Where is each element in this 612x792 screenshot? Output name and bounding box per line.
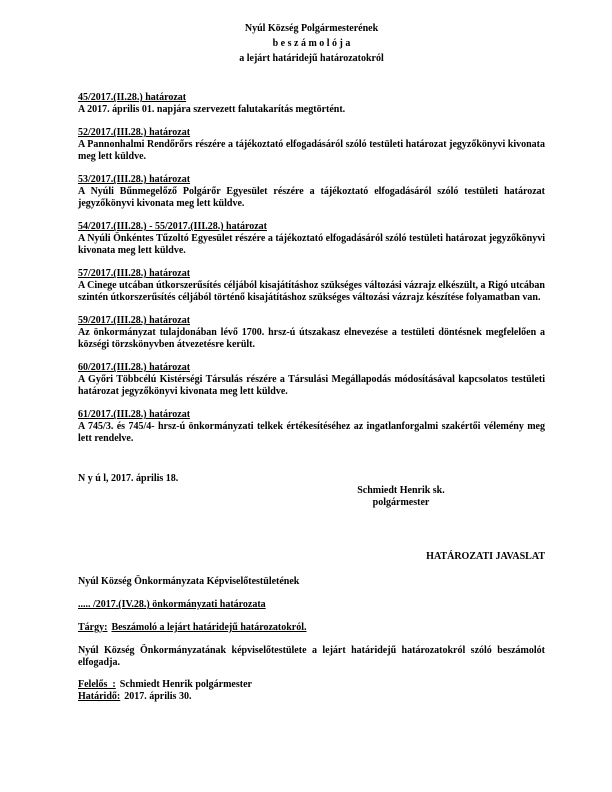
resolution-heading: 60/2017.(III.28.) határozat bbox=[78, 362, 191, 373]
resolution-section bbox=[78, 315, 545, 351]
resolution-section bbox=[78, 268, 545, 304]
resolution-heading: 45/2017.(II.28.) határozat bbox=[78, 92, 187, 103]
resolution-heading: 61/2017.(III.28.) határozat bbox=[78, 409, 191, 420]
deadline-value: 2017. április 30. bbox=[124, 691, 192, 702]
resolution-section bbox=[78, 92, 545, 116]
resolution-heading: 59/2017.(III.28.) határozat bbox=[78, 315, 191, 326]
signature-block bbox=[316, 485, 486, 509]
resolution-body: Az önkormányzat tulajdonában lévő 1700. hrsz-ú útszakasz elnevezése a testületi döntésnek megfelelően a községi törzskönyvben átvezetésre került. bbox=[78, 327, 545, 350]
resolution-section bbox=[78, 362, 545, 398]
resolution-section bbox=[78, 127, 545, 163]
deadline-label: Határidő: bbox=[78, 691, 121, 702]
resolution-heading: 53/2017.(III.28.) határozat bbox=[78, 174, 191, 185]
subject-text: Beszámoló a lejárt határidejű határozatokról. bbox=[111, 622, 307, 633]
resolution-body: A Nyúli Önkéntes Tűzoltó Egyesület részére a tájékoztató elfogadásáról szóló testületi határozat jegyzőkönyvi kivonata meg lett küldve. bbox=[78, 233, 545, 256]
proposal-addressee: Nyúl Község Önkormányzata Képviselőtestületének bbox=[78, 576, 300, 587]
resolution-heading: 52/2017.(III.28.) határozat bbox=[78, 127, 191, 138]
proposal-heading: HATÁROZATI JAVASLAT bbox=[426, 551, 545, 562]
resolution-body: A 2017. április 01. napjára szervezett falutakarítás megtörtént. bbox=[78, 104, 346, 115]
title-line-1: Nyúl Község Polgármesterének bbox=[244, 23, 379, 34]
subject-label: Tárgy: bbox=[78, 622, 108, 633]
resolution-heading: 54/2017.(III.28.) - 55/2017.(III.28.) határozat bbox=[78, 221, 267, 232]
document-title-block bbox=[78, 21, 545, 66]
responsible-value: Schmiedt Henrik polgármester bbox=[119, 679, 252, 690]
proposal-body: Nyúl Község Önkormányzatának képviselőtestülete a lejárt határidejű határozatokról szóló beszámolót elfogadja. bbox=[78, 645, 545, 668]
signature-title: polgármester bbox=[372, 497, 430, 508]
resolution-heading: 57/2017.(III.28.) határozat bbox=[78, 268, 191, 279]
title-line-3: a lejárt határidejű határozatokról bbox=[239, 53, 384, 64]
proposal-subject-line bbox=[78, 622, 545, 634]
resolution-section bbox=[78, 221, 545, 257]
resolution-body: A Cinege utcában útkorszerűsítés céljából kisajátításhoz szükséges változási vázrajz elkészült, a Rigó utcában szintén útkorszerűsítés céljából történő kisajátításhoz szükséges változási vázrajz készítése folyamatban van. bbox=[78, 280, 545, 303]
responsibility-block bbox=[78, 679, 545, 703]
resolution-body: A Pannonhalmi Rendőrőrs részére a tájékoztató elfogadásáról szóló testületi határozat jegyzőkönyvi kivonata meg lett küldve. bbox=[78, 139, 545, 162]
responsible-line bbox=[78, 679, 545, 691]
dateline: N y ú l, 2017. április 18. bbox=[78, 473, 179, 484]
resolution-section bbox=[78, 174, 545, 210]
resolution-section bbox=[78, 409, 545, 445]
resolution-body: A Győri Többcélú Kistérségi Társulás részére a Társulási Megállapodás módosításával kapcsolatos testületi határozat jegyzőkönyvi kivonata meg lett küldve. bbox=[78, 374, 545, 397]
proposal-resolution-number: ..... /2017.(IV.28.) önkormányzati határozata bbox=[78, 599, 266, 610]
resolution-body: A 745/3. és 745/4- hrsz-ú önkormányzati telkek értékesítéséhez az ingatlanforgalmi szakértői vélemény meg lett rendelve. bbox=[78, 421, 545, 444]
title-line-2: b e s z á m o l ó j a bbox=[272, 38, 351, 49]
deadline-line bbox=[78, 691, 545, 703]
resolution-body: A Nyúli Bűnmegelőző Polgárőr Egyesület részére a tájékoztató elfogadásáról szóló testületi határozat jegyzőkönyvi kivonata meg lett küldve. bbox=[78, 186, 545, 209]
responsible-label: Felelős : bbox=[78, 679, 116, 690]
signature-name: Schmiedt Henrik sk. bbox=[357, 485, 445, 496]
